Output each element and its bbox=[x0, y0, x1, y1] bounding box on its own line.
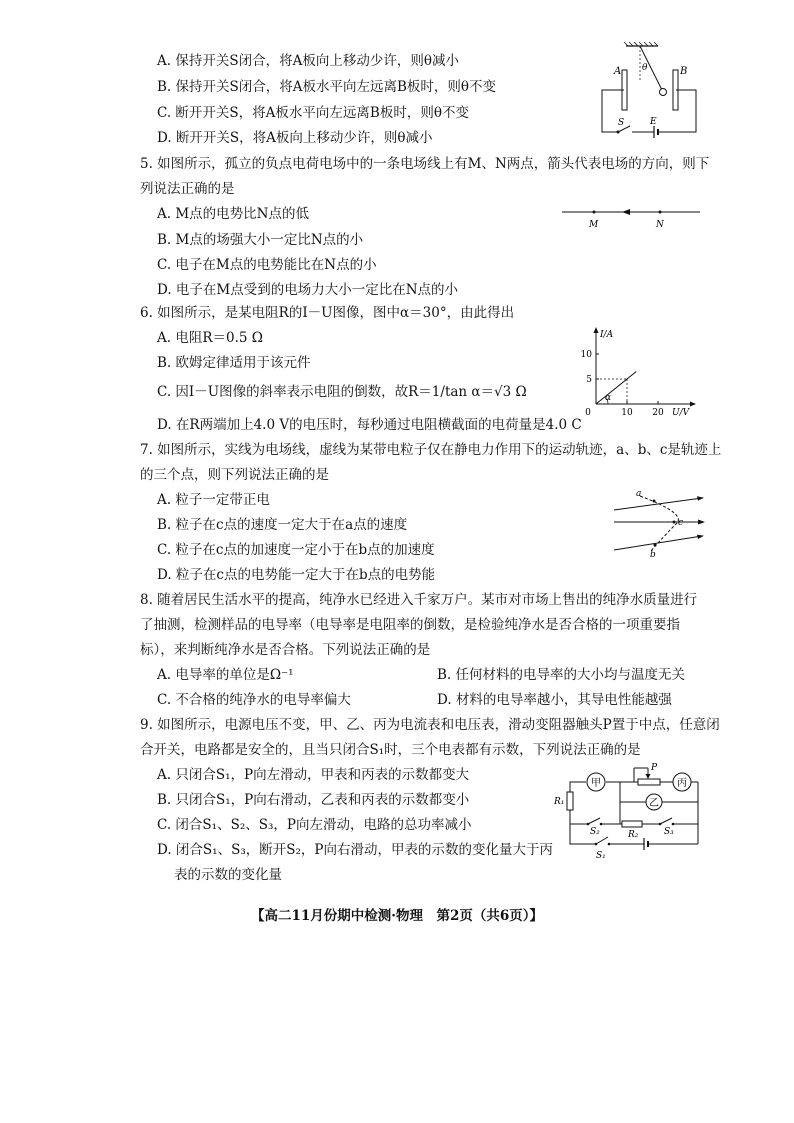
q9-option-d: D. 闭合S₁、S₃，断开S₂，P向右滑动，甲表的示数的变化量大于丙 bbox=[157, 842, 553, 858]
q4-theta-label: θ bbox=[642, 63, 648, 73]
q7-point-a-label: a bbox=[636, 489, 642, 499]
q5-field-line-figure bbox=[560, 202, 705, 232]
q4-switch-label: S bbox=[618, 118, 625, 128]
q9-stem-line-1: 9. 如图所示，电源电压不变，甲、乙、丙为电流表和电压表，滑动变阻器触头P置于中点，任意闭 bbox=[140, 717, 720, 733]
q8-option-a: A. 电导率的单位是Ω⁻¹ bbox=[157, 667, 294, 683]
q6-stem: 6. 如图所示，是某电阻R的I－U图像，图中α＝30°，由此得出 bbox=[140, 305, 515, 321]
q9-s1-label: S₁ bbox=[596, 851, 606, 861]
q7-stem-line-1: 7. 如图所示，实线为电场线，虚线为某带电粒子仅在静电力作用下的运动轨迹，a、b、c是轨迹上 bbox=[140, 442, 722, 458]
q9-r1-label: R₁ bbox=[554, 797, 565, 807]
q9-option-d-continued: 表的示数的变化量 bbox=[174, 867, 282, 883]
q5-option-b: B. M点的场强大小一定比N点的小 bbox=[157, 232, 364, 248]
q9-stem-line-2: 合开关，电路都是安全的，且当只闭合S₁时，三个电表都有示数，下列说法正确的是 bbox=[140, 742, 641, 758]
q6-x-tick-label: 20 bbox=[652, 408, 664, 418]
q4-plate-a-label: A bbox=[614, 66, 622, 77]
q7-option-c: C. 粒子在c点的加速度一定小于在b点的加速度 bbox=[157, 542, 435, 558]
q6-iu-chart bbox=[578, 322, 700, 418]
q9-option-c: C. 闭合S₁、S₂、S₃，P向左滑动，电路的总功率减小 bbox=[157, 817, 472, 833]
q9-meter-jia-label: 甲 bbox=[591, 778, 601, 789]
q9-meter-bing-label: 丙 bbox=[677, 778, 687, 789]
q5-point-n-label: N bbox=[656, 220, 664, 230]
q9-r2-label: R₂ bbox=[628, 830, 639, 840]
q9-option-a: A. 只闭合S₁，P向左滑动，甲表和丙表的示数都变大 bbox=[157, 767, 470, 783]
q9-meter-yi-label: 乙 bbox=[649, 798, 659, 809]
q4-capacitor-figure bbox=[596, 40, 704, 142]
q5-option-d: D. 电子在M点受到的电场力大小一定比在N点的小 bbox=[157, 282, 459, 298]
q9-s3-label: S₃ bbox=[664, 827, 674, 837]
q8-option-d: D. 材料的电导率越小，其导电性能越强 bbox=[437, 692, 672, 708]
q4-option-d: D. 断开开关S，将A板向上移动少许，则θ减小 bbox=[157, 130, 433, 146]
q5-stem-line-1: 5. 如图所示，孤立的负点电荷电场中的一条电场线上有M、N两点，箭头代表电场的方向，则下 bbox=[140, 156, 710, 172]
q8-stem-line-2: 了抽测，检测样品的电导率（电导率是电阻率的倒数，是检验纯净水是否合格的一项重要指 bbox=[140, 617, 680, 633]
q8-stem-line-1: 8. 随着居民生活水平的提高，纯净水已经进入千家万户。某市对市场上售出的纯净水质量进行 bbox=[140, 592, 698, 608]
q4-option-c: C. 断开开关S，将A板水平向左远离B板时，则θ不变 bbox=[157, 105, 469, 121]
q6-y-tick-label: 5 bbox=[586, 375, 592, 385]
q5-option-c: C. 电子在M点的电势能比在N点的小 bbox=[157, 257, 377, 273]
q5-option-a: A. M点的电势比N点的低 bbox=[157, 206, 309, 222]
q9-s2-label: S₂ bbox=[590, 827, 600, 837]
q4-option-b: B. 保持开关S闭合，将A板水平向左远离B板时，则θ不变 bbox=[157, 79, 497, 95]
q7-option-b: B. 粒子在c点的速度一定大于在a点的速度 bbox=[157, 517, 408, 533]
q5-point-m-label: M bbox=[589, 220, 599, 230]
q6-y-axis-label: I/A bbox=[600, 330, 614, 340]
q6-y-tick-label: 10 bbox=[580, 350, 592, 360]
q6-x-tick-label: 10 bbox=[621, 408, 633, 418]
q5-stem-line-2: 列说法正确的是 bbox=[140, 181, 235, 197]
q6-option-d: D. 在R两端加上4.0 V的电压时，每秒通过电阻横截面的电荷量是4.0 C bbox=[157, 417, 582, 433]
q4-emf-label: E bbox=[650, 117, 657, 127]
q9-slider-p-label: P bbox=[651, 763, 658, 773]
q6-option-c: C. 因I－U图像的斜率表示电阻的倒数，故R＝1/tan α＝√3 Ω bbox=[157, 384, 527, 400]
q6-x-tick-label: 0 bbox=[585, 408, 591, 418]
q7-option-a: A. 粒子一定带正电 bbox=[157, 492, 270, 508]
q8-stem-line-3: 标），来判断纯净水是否合格。下列说法正确的是 bbox=[140, 642, 431, 658]
q6-option-a: A. 电阻R＝0.5 Ω bbox=[157, 330, 263, 346]
q8-option-b: B. 任何材料的电导率的大小均与温度无关 bbox=[437, 667, 686, 683]
q8-option-c: C. 不合格的纯净水的电导率偏大 bbox=[157, 692, 351, 708]
q6-iu-line bbox=[596, 372, 636, 405]
q7-point-b-label: b bbox=[650, 550, 656, 560]
q6-x-axis-label: U/V bbox=[672, 408, 690, 418]
q9-circuit-figure bbox=[552, 760, 708, 862]
q4-option-a: A. 保持开关S闭合，将A板向上移动少许，则θ减小 bbox=[157, 53, 459, 69]
q7-trajectory-figure bbox=[610, 484, 706, 560]
q4-plate-b-label: B bbox=[680, 66, 688, 77]
q6-angle-label: α bbox=[605, 393, 612, 403]
page-footer: 【高二11月份期中检测·物理 第2页（共6页）】 bbox=[250, 908, 544, 924]
q7-option-d: D. 粒子在c点的电势能一定大于在b点的电势能 bbox=[157, 567, 436, 583]
q7-stem-line-2: 的三个点，则下列说法正确的是 bbox=[140, 467, 329, 483]
q9-option-b: B. 只闭合S₁，P向右滑动，乙表和丙表的示数都变小 bbox=[157, 792, 470, 808]
q6-option-b: B. 欧姆定律适用于该元件 bbox=[157, 355, 311, 371]
q7-point-c-label: c bbox=[678, 518, 684, 528]
